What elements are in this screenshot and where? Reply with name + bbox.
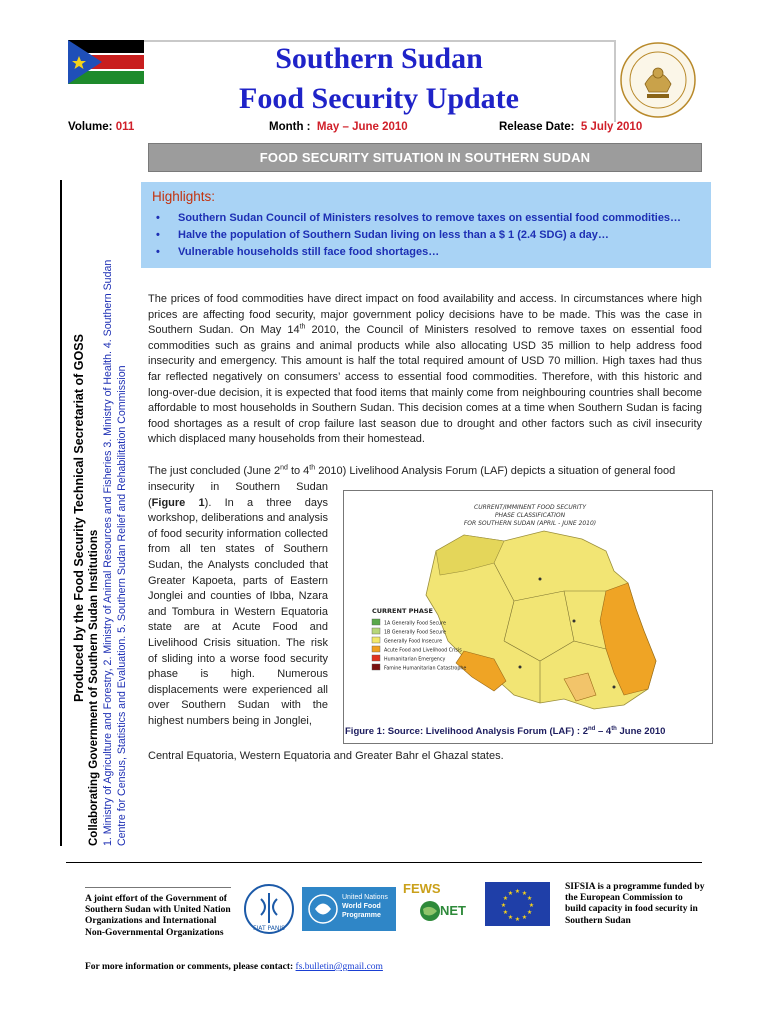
eu-star-icon: ★	[502, 896, 509, 902]
svg-text:FIAT PANIS: FIAT PANIS	[253, 925, 285, 932]
legend-label: Acute Food and Livelihood Crisis	[384, 648, 462, 654]
goss-seal-icon	[617, 40, 699, 120]
eu-star-icon: ★	[526, 910, 533, 916]
legend-swatch	[372, 628, 380, 634]
eu-star-icon: ★	[507, 890, 514, 897]
legend-swatch	[372, 655, 380, 661]
release-date: Release Date: 5 July 2010	[499, 121, 643, 133]
legend-swatch	[372, 637, 380, 643]
sidebar-divider	[60, 180, 62, 846]
figure-caption: Figure 1: Source: Livelihood Analysis Forum (LAF) : 2nd – 4th June 2010	[345, 726, 666, 738]
highlight-item: • Halve the population of Southern Sudan living on less than a $ 1 (2.4 SDG) a day…	[156, 229, 609, 241]
legend-label: Humanitarian Emergency	[384, 657, 446, 663]
footer-rule	[85, 887, 231, 888]
contact-email-link[interactable]: fs.bulletin@gmail.com	[295, 962, 383, 972]
wfp-line3: Programme	[342, 912, 381, 919]
legend-label: Famine Humanitarian Catastrophe	[384, 666, 467, 672]
wfp-line1: United Nations	[342, 894, 388, 901]
southern-sudan-flag	[68, 40, 144, 84]
legend-label: 1A Generally Food Secure	[384, 621, 446, 627]
paragraph-2-column: insecurity in Southern Sudan (Figure 1). In a three days workshop, deliberations and analysis of food security information collected from all ten states of Southern Sudan, the Analysts concluded that Greater Kapoeta, parts of Eastern Jonglei and counties of Ibba, Nzara and Tombura in Western Equatoria state are at Acute Food and Livelihood Crisis situation. The risk of sliding into a worse food security phase is high. Numerous displacements were experienced all over Southern Sudan with the highest numbers being in Jonglei,	[148, 481, 328, 727]
month-info: Month : May – June 2010	[269, 121, 408, 133]
eu-star-icon: ★	[521, 890, 528, 897]
paragraph-1: The prices of food commodities have direct impact on food availability and access. In circumstances where high prices are affecting food security, major government policy decisions have to be made. This was the case in Southern Sudan. On May 14th 2010, the Council of Ministers resolved to remove taxes on essential food commodities such as grains and animal products while also allocating USD 35 million to help address food insecurity and emergency. This amount is half the total required amount of USD 70 million. High taxes had thus far reflected negatively on consumers’ access to essential food commodities. Therefore, with this historic and long-over-due decision, it is expected that food items that mainly come from neighbouring countries shall become affordable to most households in Southern Sudan. This decision comes at a time when Southern Sudan is facing food shortages as a result of crop failure last season due to drought and other factors such as civil insecurity which displaced many households from their homestead.	[148, 293, 702, 446]
ministries-line1: 1. Ministry of Agriculture and Forestry, 2. Ministry of Animal Resources and Fisheries 3. Ministry of Health. 4. Southern Sudan	[102, 259, 114, 846]
eu-star-icon: ★	[526, 896, 533, 902]
ministries-line2: Centre for Census, Statistics and Evaluation. 5. Southern Sudan Relief and Rehabilitation Commission	[116, 365, 128, 846]
masthead-subtitle: Food Security Update	[239, 82, 519, 115]
footer-divider	[66, 862, 702, 863]
footer-partnership-text: A joint effort of the Government of Southern Sudan with United Nation Organizations and International Non-Governmental Organizations	[85, 894, 231, 938]
legend-swatch	[372, 619, 380, 625]
map-title-line2: PHASE CLASSIFICATION	[494, 512, 566, 519]
legend-swatch	[372, 664, 380, 670]
eu-star-icon: ★	[521, 915, 528, 922]
highlights-title: Highlights:	[152, 189, 216, 204]
paragraph-2-end: Central Equatoria, Western Equatoria and Greater Bahr el Ghazal states.	[148, 750, 504, 762]
legend-label: Generally Food Insecure	[384, 639, 443, 645]
produced-by-text: Produced by the Food Security Technical Secretariat of GOSS	[72, 334, 86, 702]
legend-label: 1B Generally Food Secure	[384, 630, 446, 636]
net-logo-text: NET	[440, 903, 466, 918]
eu-star-icon: ★	[514, 917, 521, 923]
highlight-item: • Southern Sudan Council of Ministers resolves to remove taxes on essential food commodities…	[156, 212, 682, 224]
eu-star-icon: ★	[500, 903, 507, 909]
collaborating-text: Collaborating Government of Southern Sudan Institutions	[88, 529, 100, 846]
highlight-item: • Vulnerable households still face food shortages…	[156, 246, 440, 258]
globe-icon	[419, 900, 441, 927]
volume-info: Volume: 011	[68, 121, 135, 133]
footer-contact: For more information or comments, please contact: fs.bulletin@gmail.com	[85, 962, 383, 972]
section-banner: FOOD SECURITY SITUATION IN SOUTHERN SUDAN	[148, 143, 702, 172]
wfp-line2: World Food	[342, 903, 381, 910]
footer-sifsia-text: SIFSIA is a programme funded by the European Commission to build capacity in food security in Southern Sudan	[565, 882, 705, 926]
fao-logo-icon	[243, 883, 295, 940]
wfp-logo	[302, 887, 396, 931]
map-title-line3: FOR SOUTHERN SUDAN (APRIL - JUNE 2010)	[463, 520, 597, 527]
legend-swatch	[372, 646, 380, 652]
eu-star-icon: ★	[528, 903, 535, 909]
wfp-laurel-icon	[305, 890, 341, 928]
map-title-line1: CURRENT/IMMINENT FOOD SECURITY	[474, 504, 586, 511]
eu-star-icon: ★	[514, 889, 521, 895]
paragraph-2-intro: The just concluded (June 2nd to 4th 2010) Livelihood Analysis Forum (LAF) depicts a situation of general food	[148, 464, 676, 477]
eu-flag-icon	[485, 882, 550, 926]
eu-star-icon: ★	[502, 910, 509, 916]
food-security-map	[343, 490, 713, 744]
masthead-title: Southern Sudan	[275, 42, 483, 75]
fews-logo-text: FEWS	[403, 881, 441, 896]
legend-title: CURRENT PHASE	[372, 607, 433, 615]
eu-star-icon: ★	[507, 915, 514, 922]
